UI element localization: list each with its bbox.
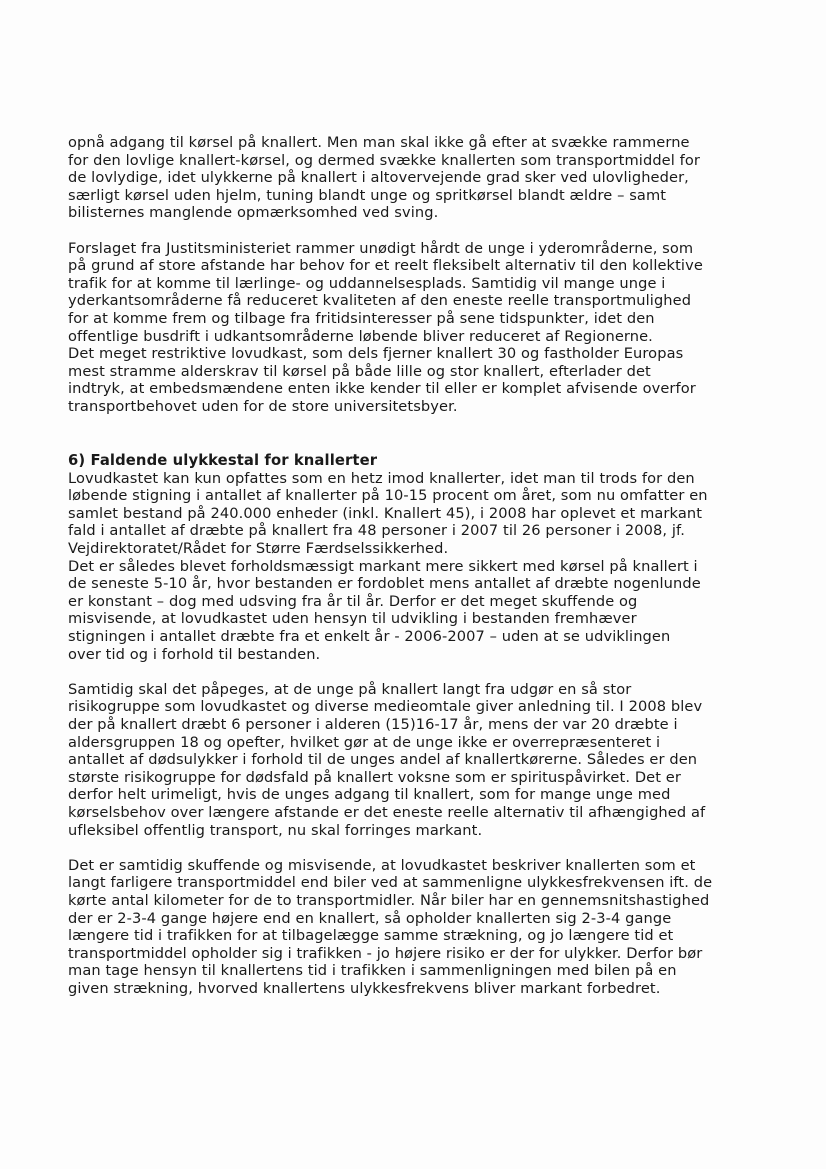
text-line: der på knallert dræbt 6 personer i alderen (15)16-17 år, mens der var 20 dræbte i	[68, 716, 678, 733]
section-gap	[68, 433, 768, 452]
text-line: de lovlydige, idet ulykkerne på knallert i altovervejende grad sker ved ulovligheder,	[68, 169, 689, 187]
text-line: Vejdirektoratet/Rådet for Større Færdselssikkerhed.	[68, 540, 449, 558]
text-line: over tid og i forhold til bestanden.	[68, 645, 321, 663]
text-line: der er 2-3-4 gange højere end en knallert, så opholder knallerten sig 2-3-4 gange	[68, 909, 672, 927]
text-line: på grund af store afstande har behov for et reelt fleksibelt alternativ til den kollektive	[68, 257, 703, 275]
text-line: længere tid i trafikken for at tilbagelægge samme strækning, og jo længere tid et	[68, 927, 674, 945]
text-line: Lovudkastet kan kun opfattes som en hetz imod knallerter, idet man til trods for den	[68, 469, 695, 487]
text-line: for at komme frem og tilbage fra fritidsinteresser på sene tidspunkter, idet den	[68, 309, 655, 327]
text-line: samlet bestand på 240.000 enheder (inkl. Knallert 45), i 2008 har oplevet et markant	[68, 504, 703, 522]
text-line: Samtidig skal det påpeges, at de unge på knallert langt fra udgør en så stor	[68, 680, 632, 698]
text-line: de seneste 5-10 år, hvor bestanden er fordoblet mens antallet af dræbte nogenlunde	[68, 575, 701, 593]
text-line: løbende stigning i antallet af knallerter på 10-15 procent om året, som nu omfatter en	[68, 487, 708, 505]
text-line: langt farligere transportmiddel end biler ved at sammenligne ulykkesfrekvensen ift. de	[68, 874, 713, 892]
text-line: antallet af dødsulykker i forhold til de unges andel af knallertkørerne. Således er den	[68, 751, 698, 769]
text-line: yderkantsområderne få reduceret kvaliteten af den eneste reelle transportmulighed	[68, 292, 692, 310]
document-body	[68, 134, 768, 998]
text-line: man tage hensyn til knallertens tid i trafikken i sammenligningen med bilen på en	[68, 962, 677, 980]
section-heading: 6) Faldende ulykkestal for knallerter	[68, 452, 378, 470]
paragraph-gap	[68, 416, 768, 434]
text-line: mest stramme alderskrav til kørsel på både lille og stor knallert, efterlader det	[68, 362, 651, 380]
text-line: Det meget restriktive lovudkast, som dels fjerner knallert 30 og fastholder Europas	[68, 345, 684, 363]
text-line: opnå adgang til kørsel på knallert. Men man skal ikke gå efter at svække rammerne	[68, 134, 690, 151]
text-line: trafik for at komme til lærlinge- og uddannelsesplads. Samtidig vil mange unge i	[68, 274, 666, 292]
section-paragraph-1	[68, 470, 768, 664]
section-paragraph-2	[68, 681, 768, 839]
text-line: fald i antallet af dræbte på knallert fra 48 personer i 2007 til 26 personer i 2008, jf.	[68, 522, 685, 540]
text-line: risikogruppe som lovudkastet og diverse medieomtale giver anledning til. I 2008 blev	[68, 698, 703, 716]
text-line: stigningen i antallet dræbte fra et enkelt år - 2006-2007 – uden at se udviklingen	[68, 628, 671, 646]
section-6	[68, 452, 768, 997]
paragraph-gap	[68, 663, 768, 681]
text-line: største risikogruppe for dødsfald på knallert voksne som er spirituspåvirket. Det er	[68, 768, 681, 786]
paragraph-2	[68, 240, 768, 416]
text-line: transportbehovet uden for de store universitetsbyer.	[68, 397, 458, 415]
text-line: offentlige busdrift i udkantsområderne løbende bliver reduceret af Regionerne.	[68, 327, 653, 345]
section-paragraph-3	[68, 857, 768, 998]
text-line: kørte antal kilometer for de to transportmidler. Når biler har en gennemsnitshastighed	[68, 891, 710, 909]
text-line: kørselsbehov over længere afstande er det eneste reelle alternativ til afhængighed af	[68, 803, 706, 821]
paragraph-1	[68, 134, 768, 222]
text-line: for den lovlige knallert-kørsel, og dermed svække knallerten som transportmiddel for	[68, 151, 701, 169]
text-line: aldersgruppen 18 og opefter, hvilket gør at de unge ikke er overrepræsenteret i	[68, 733, 661, 751]
text-line: given strækning, hvorved knallertens ulykkesfrekvens bliver markant forbedret.	[68, 979, 661, 997]
text-line: transportmiddel opholder sig i trafikken - jo højere risiko er der for ulykker. Derfor bør	[68, 944, 703, 962]
paragraph-gap	[68, 839, 768, 857]
text-line: Det er samtidig skuffende og misvisende, at lovudkastet beskriver knallerten som et	[68, 856, 696, 874]
text-line: bilisternes manglende opmærksomhed ved sving.	[68, 204, 439, 222]
text-line: derfor helt urimeligt, hvis de unges adgang til knallert, som for mange unge med	[68, 786, 671, 804]
text-line: særligt kørsel uden hjelm, tuning blandt unge og spritkørsel blandt ældre – samt	[68, 186, 667, 204]
text-line: ufleksibel offentlig transport, nu skal forringes markant.	[68, 821, 483, 839]
text-line: misvisende, at lovudkastet uden hensyn til udvikling i bestanden fremhæver	[68, 610, 637, 628]
text-line: Det er således blevet forholdsmæssigt markant mere sikkert med kørsel på knallert i	[68, 557, 698, 575]
paragraph-gap	[68, 222, 768, 240]
text-line: indtryk, at embedsmændene enten ikke kender til eller er komplet afvisende overfor	[68, 380, 696, 398]
text-line: er konstant – dog med udsving fra år til år. Derfor er det meget skuffende og	[68, 592, 638, 610]
text-line: Forslaget fra Justitsministeriet rammer unødigt hårdt de unge i yderområderne, som	[68, 239, 694, 257]
